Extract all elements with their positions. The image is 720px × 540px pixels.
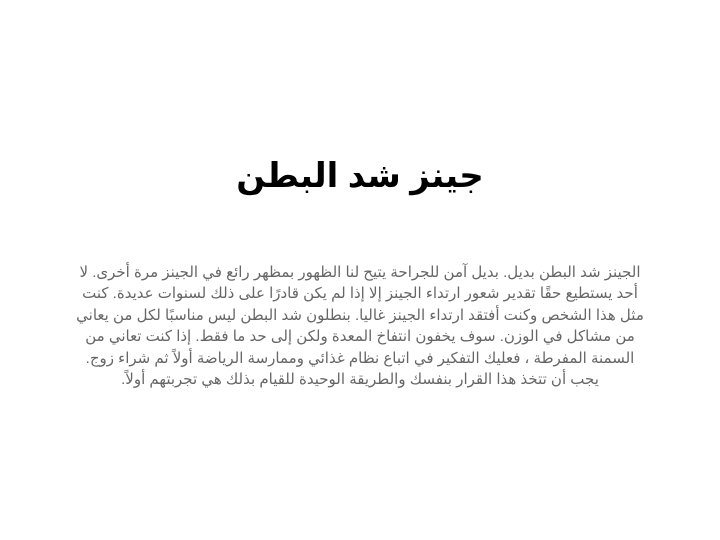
slide-title: جينز شد البطن bbox=[236, 157, 484, 195]
slide-body-text: الجينز شد البطن بديل. بديل آمن للجراحة يتيح لنا الظهور بمظهر رائع في الجينز مرة أخرى. لا أحد يستطيع حقًا تقدير شعور ارتداء الجينز إلا إذا لم يكن قادرًا على ذلك لسنوات عديدة. كنت مثل هذا الشخص وكنت أفتقد ارتداء الجينز غاليا. بنطلون شد البطن ليس مناسبًا لكل من يعاني من مشاكل في الوزن. سوف يخفون انتفاخ المعدة ولكن إلى حد ما فقط. إذا كنت تعاني من السمنة المفرطة ، فعليك التفكير في اتباع نظام غذائي وممارسة الرياضة أولاً ثم شراء زوج. يجب أن تتخذ هذا القرار بنفسك والطريقة الوحيدة للقيام بذلك هي تجربتهم أولاً. bbox=[76, 264, 644, 389]
